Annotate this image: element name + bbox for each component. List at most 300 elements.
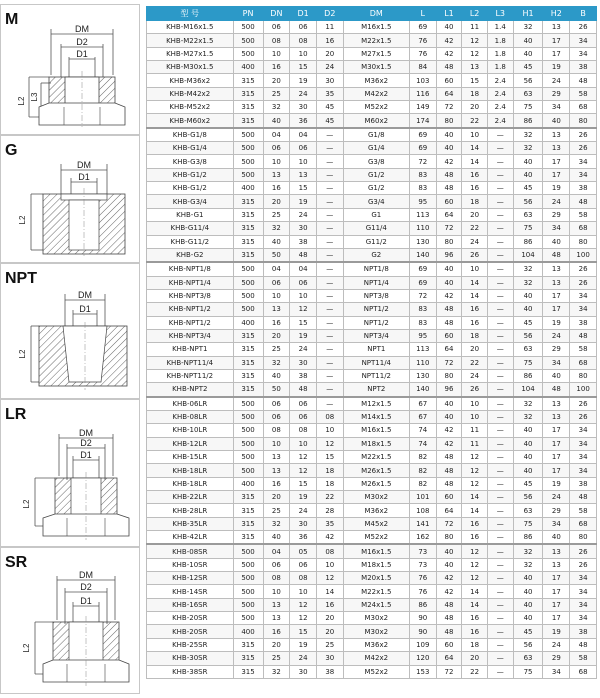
table-cell: 96: [436, 383, 462, 397]
table-cell: M26x1.5: [343, 464, 409, 477]
table-cell: 76: [409, 572, 436, 585]
table-cell: 38: [570, 625, 597, 638]
table-cell: 13: [543, 142, 570, 155]
table-cell: 40: [436, 142, 462, 155]
table-cell: 16: [462, 517, 488, 530]
table-cell: 35: [316, 517, 343, 530]
table-cell: 48: [436, 303, 462, 316]
model-cell: KHB-G1: [147, 208, 234, 221]
table-cell: 48: [436, 464, 462, 477]
table-cell: 315: [233, 235, 263, 248]
table-cell: 12: [462, 47, 488, 60]
table-row: [147, 652, 597, 665]
table-cell: 68: [570, 222, 597, 235]
table-cell: 24: [543, 329, 570, 342]
table-row: [147, 303, 597, 316]
table-cell: 38: [570, 182, 597, 195]
table-cell: 48: [543, 383, 570, 397]
table-cell: 12: [462, 451, 488, 464]
table-cell: —: [316, 356, 343, 369]
table-cell: 24: [543, 195, 570, 208]
table-cell: 30: [290, 101, 317, 114]
table-cell: 69: [409, 262, 436, 276]
table-cell: 96: [436, 248, 462, 262]
table-cell: 20: [316, 612, 343, 625]
table-cell: 34: [543, 356, 570, 369]
table-cell: 26: [570, 262, 597, 276]
table-cell: NPT11/4: [343, 356, 409, 369]
table-row: [147, 531, 597, 545]
l2-label: L2: [18, 215, 27, 225]
table-cell: 40: [513, 47, 543, 60]
table-cell: 82: [409, 451, 436, 464]
table-cell: 34: [570, 437, 597, 450]
table-cell: 500: [233, 544, 263, 558]
table-cell: 11: [462, 437, 488, 450]
table-cell: 12: [462, 544, 488, 558]
table-row: [147, 276, 597, 289]
table-cell: 74: [409, 424, 436, 437]
table-cell: 38: [570, 477, 597, 490]
table-cell: —: [487, 383, 513, 397]
table-cell: 42: [316, 531, 343, 545]
table-cell: 08: [263, 34, 290, 47]
table-cell: 06: [263, 142, 290, 155]
table-cell: 58: [570, 208, 597, 221]
table-cell: 34: [570, 424, 597, 437]
table-cell: —: [316, 155, 343, 168]
table-cell: 14: [316, 585, 343, 598]
table-cell: —: [487, 558, 513, 571]
table-cell: —: [316, 289, 343, 302]
table-cell: 04: [263, 128, 290, 142]
table-cell: 113: [409, 343, 436, 356]
table-cell: 500: [233, 155, 263, 168]
model-cell: KHB-G11/2: [147, 235, 234, 248]
table-row: [147, 235, 597, 248]
table-cell: 500: [233, 21, 263, 34]
table-cell: 12: [462, 558, 488, 571]
table-cell: 1.8: [487, 61, 513, 74]
table-cell: 104: [513, 383, 543, 397]
table-cell: 400: [233, 477, 263, 490]
table-cell: 108: [409, 504, 436, 517]
table-cell: 141: [409, 517, 436, 530]
table-cell: G3/8: [343, 155, 409, 168]
table-cell: 12: [462, 464, 488, 477]
table-cell: M27x1.5: [343, 47, 409, 60]
table-cell: 500: [233, 34, 263, 47]
table-cell: 60: [436, 74, 462, 87]
table-cell: 18: [462, 329, 488, 342]
table-cell: 315: [233, 222, 263, 235]
table-cell: 08: [316, 544, 343, 558]
d1-label: D1: [80, 450, 92, 460]
table-cell: 16: [462, 625, 488, 638]
table-cell: NPT2: [343, 383, 409, 397]
table-cell: 500: [233, 598, 263, 611]
table-cell: 16: [316, 598, 343, 611]
table-cell: 56: [513, 195, 543, 208]
table-cell: 500: [233, 276, 263, 289]
table-cell: 48: [570, 329, 597, 342]
table-cell: 20: [462, 343, 488, 356]
spec-table: [146, 6, 597, 679]
table-cell: 16: [462, 182, 488, 195]
section-label-sr: SR: [5, 554, 28, 571]
table-cell: 73: [409, 544, 436, 558]
table-cell: 38: [290, 235, 317, 248]
table-cell: 25: [263, 87, 290, 100]
table-cell: 76: [409, 585, 436, 598]
table-cell: NPT3/4: [343, 329, 409, 342]
table-cell: 95: [409, 195, 436, 208]
table-cell: G11/4: [343, 222, 409, 235]
table-cell: 153: [409, 665, 436, 678]
table-cell: 08: [290, 34, 317, 47]
section-drawings-column: [0, 4, 140, 694]
table-row: [147, 182, 597, 195]
column-header: L3: [487, 7, 513, 21]
table-cell: 11: [316, 21, 343, 34]
table-cell: 69: [409, 142, 436, 155]
table-cell: 73: [409, 558, 436, 571]
table-cell: 56: [513, 329, 543, 342]
column-header: L: [409, 7, 436, 21]
section-m: [0, 4, 140, 135]
table-cell: 13: [543, 276, 570, 289]
table-cell: 19: [290, 195, 317, 208]
table-cell: —: [487, 222, 513, 235]
table-cell: —: [487, 652, 513, 665]
table-cell: 32: [513, 128, 543, 142]
table-row: [147, 248, 597, 262]
table-cell: 63: [513, 504, 543, 517]
table-cell: —: [487, 142, 513, 155]
table-cell: 26: [462, 248, 488, 262]
table-cell: 116: [409, 87, 436, 100]
table-cell: 63: [513, 87, 543, 100]
table-cell: 29: [543, 652, 570, 665]
table-cell: 500: [233, 142, 263, 155]
table-cell: 34: [543, 665, 570, 678]
table-cell: M22x1.5: [343, 34, 409, 47]
column-header: 型 号: [147, 7, 234, 21]
table-cell: —: [487, 464, 513, 477]
table-cell: —: [487, 397, 513, 411]
table-cell: 17: [543, 289, 570, 302]
table-cell: 06: [290, 558, 317, 571]
table-row: [147, 21, 597, 34]
column-header: L1: [436, 7, 462, 21]
dm-label: DM: [77, 160, 91, 170]
table-cell: —: [487, 262, 513, 276]
table-cell: 75: [513, 356, 543, 369]
table-cell: 56: [513, 638, 543, 651]
table-cell: 34: [570, 598, 597, 611]
table-row: [147, 424, 597, 437]
table-cell: 400: [233, 625, 263, 638]
table-cell: 13: [263, 464, 290, 477]
table-cell: 12: [316, 437, 343, 450]
table-cell: —: [316, 316, 343, 329]
table-cell: 64: [436, 208, 462, 221]
model-cell: KHB-NPT2: [147, 383, 234, 397]
table-cell: M16x1.5: [343, 544, 409, 558]
table-cell: 130: [409, 235, 436, 248]
section-label-npt: NPT: [5, 270, 37, 287]
table-cell: 19: [290, 638, 317, 651]
d2-label: D2: [80, 438, 92, 448]
table-cell: 315: [233, 652, 263, 665]
table-cell: 76: [409, 47, 436, 60]
table-cell: —: [487, 369, 513, 382]
table-cell: 34: [543, 222, 570, 235]
table-cell: 42: [436, 572, 462, 585]
table-cell: 38: [570, 61, 597, 74]
table-cell: 100: [570, 248, 597, 262]
table-cell: 15: [290, 477, 317, 490]
section-sr: [0, 547, 140, 694]
table-cell: 45: [513, 625, 543, 638]
table-row: [147, 369, 597, 382]
table-cell: 82: [409, 464, 436, 477]
table-cell: —: [316, 369, 343, 382]
table-row: [147, 222, 597, 235]
model-cell: KHB-14SR: [147, 585, 234, 598]
table-cell: 500: [233, 558, 263, 571]
table-cell: 40: [513, 598, 543, 611]
table-cell: 40: [436, 558, 462, 571]
table-cell: 60: [436, 195, 462, 208]
table-cell: 40: [543, 114, 570, 128]
table-cell: 06: [263, 558, 290, 571]
model-cell: KHB-M30x1.5: [147, 61, 234, 74]
table-cell: 58: [570, 87, 597, 100]
table-cell: 40: [436, 128, 462, 142]
table-cell: 13: [543, 262, 570, 276]
table-cell: 76: [409, 34, 436, 47]
table-cell: M52x2: [343, 531, 409, 545]
table-cell: 14: [462, 142, 488, 155]
table-cell: 63: [513, 208, 543, 221]
table-cell: 16: [462, 303, 488, 316]
table-cell: —: [316, 248, 343, 262]
table-cell: 500: [233, 424, 263, 437]
table-cell: 10: [263, 155, 290, 168]
section-label-m: M: [5, 11, 19, 28]
table-cell: 20: [263, 638, 290, 651]
table-row: [147, 477, 597, 490]
table-cell: 50: [263, 248, 290, 262]
table-cell: M20x1.5: [343, 572, 409, 585]
table-cell: 13: [462, 61, 488, 74]
table-cell: 10: [316, 558, 343, 571]
table-cell: 80: [436, 531, 462, 545]
table-cell: M26x1.5: [343, 477, 409, 490]
table-cell: 30: [290, 665, 317, 678]
table-cell: 22: [462, 356, 488, 369]
table-cell: 42: [436, 585, 462, 598]
section-g: [0, 135, 140, 263]
table-cell: 14: [462, 155, 488, 168]
table-cell: 40: [513, 424, 543, 437]
model-cell: KHB-08LR: [147, 410, 234, 423]
table-cell: 90: [409, 612, 436, 625]
table-cell: 32: [513, 558, 543, 571]
table-cell: 63: [513, 343, 543, 356]
table-cell: 72: [409, 155, 436, 168]
table-cell: 17: [543, 155, 570, 168]
table-cell: 110: [409, 222, 436, 235]
table-cell: M30x1.5: [343, 61, 409, 74]
table-cell: 74: [409, 437, 436, 450]
table-cell: 15: [290, 61, 317, 74]
table-cell: 103: [409, 74, 436, 87]
table-cell: 12: [462, 34, 488, 47]
table-cell: 26: [570, 397, 597, 411]
table-cell: NPT1/8: [343, 262, 409, 276]
model-cell: KHB-10SR: [147, 558, 234, 571]
model-cell: KHB-NPT11/4: [147, 356, 234, 369]
table-cell: 58: [570, 504, 597, 517]
table-cell: 12: [462, 477, 488, 490]
table-row: [147, 410, 597, 423]
model-cell: KHB-M27x1.5: [147, 47, 234, 60]
table-cell: 100: [570, 383, 597, 397]
table-cell: 20: [263, 329, 290, 342]
table-cell: 42: [436, 47, 462, 60]
table-cell: 69: [409, 276, 436, 289]
table-cell: 32: [513, 397, 543, 411]
table-cell: 1.4: [487, 21, 513, 34]
table-cell: 45: [513, 182, 543, 195]
table-cell: 17: [543, 585, 570, 598]
table-cell: 15: [290, 182, 317, 195]
table-cell: 315: [233, 74, 263, 87]
table-cell: —: [487, 168, 513, 181]
table-cell: 67: [409, 410, 436, 423]
table-cell: 19: [290, 491, 317, 504]
table-cell: 40: [263, 114, 290, 128]
table-cell: —: [487, 612, 513, 625]
table-cell: NPT1/4: [343, 276, 409, 289]
model-cell: KHB-12LR: [147, 437, 234, 450]
table-cell: 14: [462, 276, 488, 289]
table-cell: —: [487, 598, 513, 611]
table-cell: 2.4: [487, 87, 513, 100]
table-cell: 113: [409, 208, 436, 221]
table-cell: 10: [290, 289, 317, 302]
table-cell: 10: [290, 585, 317, 598]
table-cell: 86: [513, 235, 543, 248]
table-cell: 42: [436, 155, 462, 168]
table-cell: M42x2: [343, 652, 409, 665]
table-cell: 22: [462, 222, 488, 235]
table-cell: 64: [436, 87, 462, 100]
model-cell: KHB-M36x2: [147, 74, 234, 87]
column-header: DM: [343, 7, 409, 21]
table-cell: 34: [570, 168, 597, 181]
table-cell: 04: [290, 128, 317, 142]
table-cell: 500: [233, 47, 263, 60]
table-cell: 16: [462, 531, 488, 545]
table-cell: 06: [263, 410, 290, 423]
table-cell: 30: [316, 74, 343, 87]
table-cell: 40: [263, 235, 290, 248]
table-cell: 34: [570, 464, 597, 477]
table-cell: 34: [543, 517, 570, 530]
table-cell: 20: [263, 491, 290, 504]
table-row: [147, 356, 597, 369]
table-cell: 12: [290, 451, 317, 464]
table-cell: 40: [513, 464, 543, 477]
table-cell: 40: [513, 437, 543, 450]
table-cell: 48: [290, 383, 317, 397]
table-cell: 26: [570, 128, 597, 142]
table-cell: 19: [290, 74, 317, 87]
table-cell: 42: [436, 424, 462, 437]
d2-label: D2: [76, 37, 88, 47]
table-cell: 68: [570, 356, 597, 369]
table-cell: 500: [233, 262, 263, 276]
table-cell: 40: [263, 369, 290, 382]
table-cell: 83: [409, 182, 436, 195]
table-cell: 25: [316, 638, 343, 651]
table-cell: 83: [409, 168, 436, 181]
table-cell: 48: [290, 248, 317, 262]
table-row: [147, 101, 597, 114]
table-cell: 16: [462, 168, 488, 181]
l2-label: L2: [22, 643, 31, 653]
table-cell: —: [487, 625, 513, 638]
model-cell: KHB-G1/2: [147, 182, 234, 195]
table-cell: 42: [436, 437, 462, 450]
table-cell: 400: [233, 182, 263, 195]
table-row: [147, 665, 597, 678]
table-cell: M36x2: [343, 504, 409, 517]
table-row: [147, 598, 597, 611]
table-cell: 13: [543, 21, 570, 34]
table-cell: —: [316, 142, 343, 155]
table-row: [147, 397, 597, 411]
table-cell: 16: [263, 316, 290, 329]
table-cell: —: [487, 424, 513, 437]
table-cell: —: [487, 437, 513, 450]
table-cell: 48: [570, 638, 597, 651]
table-cell: 22: [462, 114, 488, 128]
table-cell: 40: [263, 531, 290, 545]
column-header: PN: [233, 7, 263, 21]
table-cell: 22: [462, 665, 488, 678]
table-cell: 82: [409, 477, 436, 490]
model-cell: KHB-M16x1.5: [147, 21, 234, 34]
table-cell: 110: [409, 356, 436, 369]
table-cell: 13: [543, 558, 570, 571]
table-cell: 19: [543, 625, 570, 638]
table-cell: 174: [409, 114, 436, 128]
table-cell: 140: [409, 383, 436, 397]
table-cell: —: [487, 585, 513, 598]
table-cell: 40: [436, 262, 462, 276]
table-cell: 17: [543, 47, 570, 60]
table-cell: 1.8: [487, 47, 513, 60]
table-cell: 13: [263, 303, 290, 316]
table-cell: 34: [570, 155, 597, 168]
table-cell: 15: [316, 451, 343, 464]
table-cell: —: [316, 262, 343, 276]
table-cell: 34: [570, 572, 597, 585]
